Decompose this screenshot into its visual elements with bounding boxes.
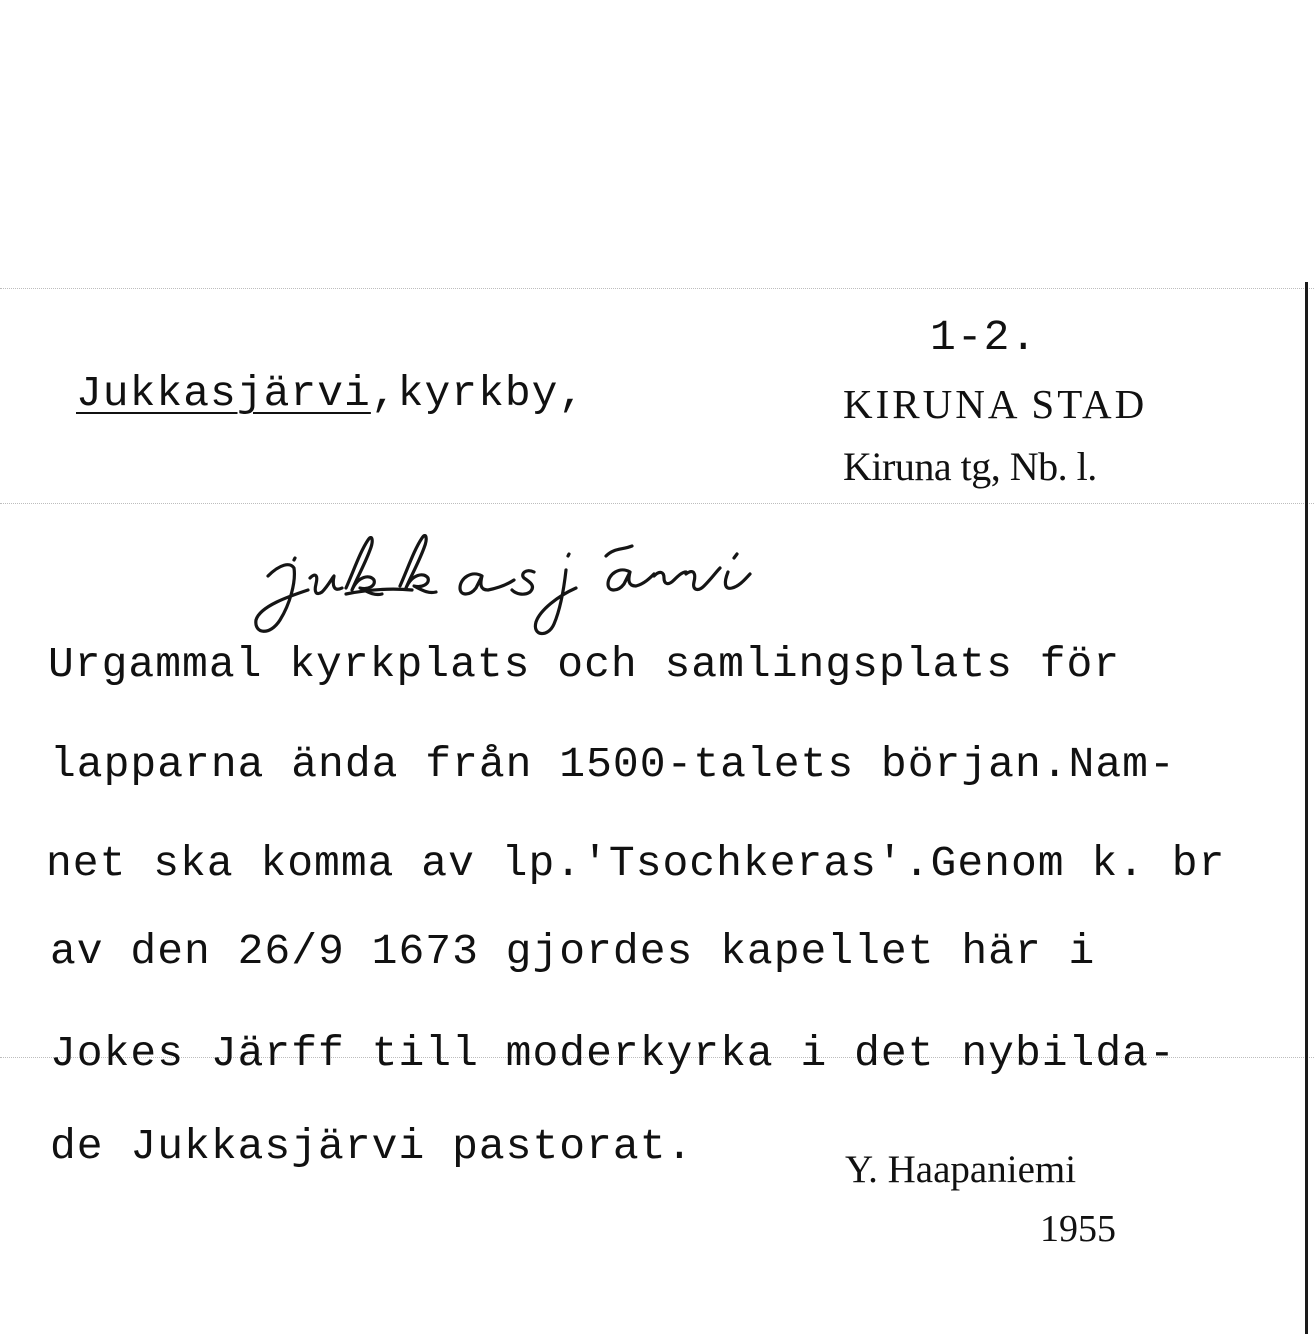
year: 1955 (1040, 1208, 1116, 1250)
body-line-5: Jokes Järff till moderkyrka i det nybilda- (50, 1029, 1176, 1078)
body-line-2: lapparna ända från 1500-talets början.Nam- (50, 740, 1176, 789)
heading-rest: ,kyrkby, (370, 369, 586, 418)
stamp-line-2: Kiruna tg, Nb. l. (843, 444, 1097, 489)
body-line-4: av den 26/9 1673 gjordes kapellet här i (50, 927, 1096, 976)
body-line-6: de Jukkasjärvi pastorat. (50, 1122, 694, 1171)
handwritten-name (250, 520, 930, 640)
heading-place: Jukkasjärvi (76, 369, 371, 418)
body-line-1: Urgammal kyrkplats och samlingsplats för (48, 640, 1121, 689)
scan-dotted-line (0, 288, 1314, 289)
card-edge-line (1305, 282, 1308, 1334)
card-number: 1-2. (930, 313, 1038, 362)
author-name: Y. Haapaniemi (845, 1148, 1077, 1191)
stamp-line-1: KIRUNA STAD (843, 381, 1148, 427)
body-line-3: net ska komma av lp.'Tsochkeras'.Genom k. br (46, 839, 1226, 888)
scan-dotted-line (0, 503, 1314, 504)
card-heading (76, 369, 586, 418)
